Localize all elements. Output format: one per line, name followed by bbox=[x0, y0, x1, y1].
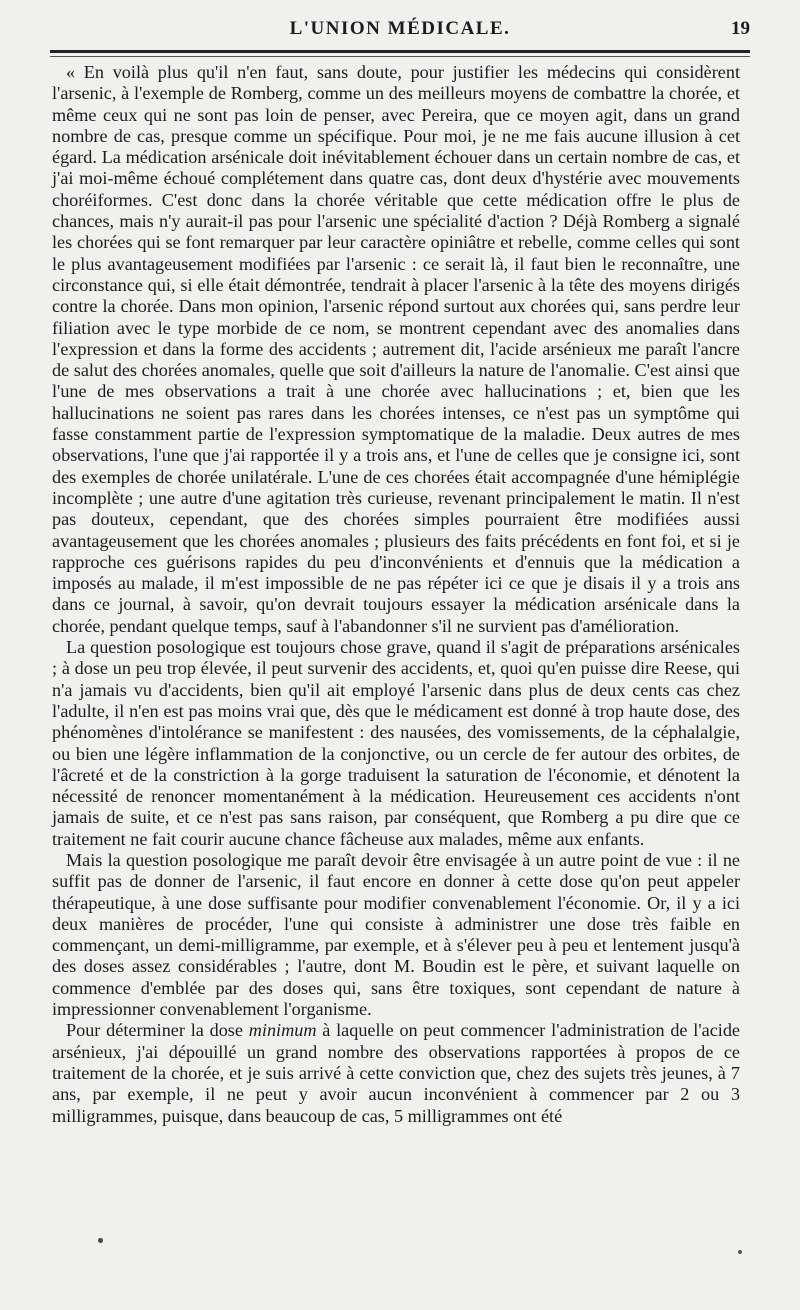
paragraph-1: « En voilà plus qu'il n'en faut, sans doute, pour justifier les médecins qui considèrent l'arsenic, à l'exemple de Romberg, comme un des meilleurs moyens de combattre la chorée, et même ceux qui ne sont pas loin de penser, avec Pereira, que ce moyen agit, dans un grand nombre de cas, presque comme un spécifique. Pour moi, je ne me fais aucune illusion à cet égard. La médication arsénicale doit inévitablement échouer dans un certain nombre de cas, et j'ai moi-même échoué complétement dans quatre cas, dont deux d'hystérie avec mouvements choréiformes. C'est donc dans la chorée véritable que cette médication offre le plus de chances, mais n'y aurait-il pas pour l'arsenic une spécialité d'action ? Déjà Romberg a signalé les chorées qui se font remarquer par leur caractère opiniâtre et rebelle, comme celles qui sont le plus avantageusement modifiées par l'arsenic : ce serait là, il faut bien le reconnaître, une circonstance qui, si elle était démontrée, tendrait à placer l'arsenic à la tête des moyens dirigés contre la chorée. Dans mon opinion, l'arsenic répond surtout aux chorées qui, sans perdre leur filiation avec le type morbide de ce nom, se montrent cependant avec des anomalies dans l'expression et dans la forme des accidents ; autrement dit, l'acide arsénieux me paraît l'ancre de salut des chorées anomales, quelle que soit d'ailleurs la nature de l'anomalie. C'est ainsi que l'une de mes observations a trait à une chorée avec hallucinations ; et, bien que les hallucinations ne soient pas rares dans les chorées intenses, ce n'est pas un symptôme qui fasse constamment partie de l'expression symptomatique de la maladie. Deux autres de mes observations, l'une que j'ai rapportée il y a trois ans, et l'une de celles que je consigne ici, sont des exemples de chorée unilatérale. L'une de ces chorées était accompagnée d'une hémiplégie incomplète ; une autre d'une agitation très curieuse, revenant principalement le matin. Il n'est pas douteux, cependant, que des chorées simples pourraient être modifiées aussi avantageusement que les chorées anomales ; plusieurs des faits précédents en font foi, et si je rapproche ces guérisons rapides du peu d'inconvénients et d'ennuis que la médication a imposés au malade, il m'est impossible de ne pas répéter ici ce que je disais il y a trois ans dans ce journal, à savoir, qu'on devrait toujours essayer la médication arsénicale dans la chorée, pendant quelque temps, sauf à l'abandonner s'il ne survient pas d'amélioration. bbox=[52, 62, 740, 636]
paragraph-4-start: Pour déterminer la dose bbox=[66, 1020, 249, 1041]
print-mark bbox=[98, 1238, 103, 1243]
paragraph-4 bbox=[52, 1020, 740, 1126]
paragraph-3: Mais la question posologique me paraît devoir être envisagée à un autre point de vue : il ne suffit pas de donner de l'arsenic, il faut encore en donner à cette dose qu'on peut appeler thérapeutique, à une dose suffisante pour modifier convenablement l'économie. Or, il y a ici deux manières de procéder, l'une qui consiste à administrer une dose très faible en commençant, un demi-milligramme, par exemple, et à s'élever peu à peu et lentement jusqu'à des doses assez considérables ; l'autre, dont M. Boudin est le père, et suivant laquelle on commence d'emblée par des doses qui, sans être toxiques, sont cependant de nature à impressionner convenablement l'organisme. bbox=[52, 849, 740, 1020]
paragraph-4-rest: à laquelle on peut commencer l'administration de l'acide arsénieux, j'ai dépouillé un grand nombre des observations rapportées à propos de ce traitement de la chorée, et je suis arrivé à cette conviction que, chez des sujets très jeunes, à 7 ans, par exemple, il ne peut y avoir aucun inconvénient à commencer par 2 ou 3 milligrammes, puisque, dans beaucoup de cas, 5 milligrammes ont été bbox=[52, 1020, 740, 1126]
print-mark bbox=[738, 1250, 742, 1254]
header-rule bbox=[50, 50, 750, 53]
paragraph-2: La question posologique est toujours chose grave, quand il s'agit de préparations arsénicales ; à dose un peu trop élevée, il peut survenir des accidents, et, quoi qu'en puisse dire Reese, qui n'a jamais vu d'accidents, bien qu'il ait employé l'arsenic dans plus de deux cents cas chez l'adulte, il n'en est pas moins vrai que, dès que le médicament est donné à trop haute dose, des phénomènes d'intolérance se manifestent : des nausées, des vomissements, de la céphalalgie, ou bien une légère inflammation de la conjonctive, ou un cercle de fer autour des orbites, de l'âcreté et de la constriction à la gorge traduisent la saturation de l'économie, et dénotent la nécessité de renoncer momentanément à la médication. Heureusement ces accidents n'ont jamais de suite, et ce n'est pas sans raison, par conséquent, que Romberg a pu dire que ce traitement ne fait courir aucune chance fâcheuse aux malades, même aux enfants. bbox=[52, 637, 740, 849]
running-header bbox=[50, 18, 750, 46]
journal-title: L'UNION MÉDICALE. bbox=[289, 18, 511, 39]
body-text bbox=[52, 62, 740, 1127]
page-number: 19 bbox=[731, 18, 750, 39]
header-rule-thin bbox=[50, 56, 750, 57]
emphasis-minimum: minimum bbox=[248, 1020, 317, 1041]
